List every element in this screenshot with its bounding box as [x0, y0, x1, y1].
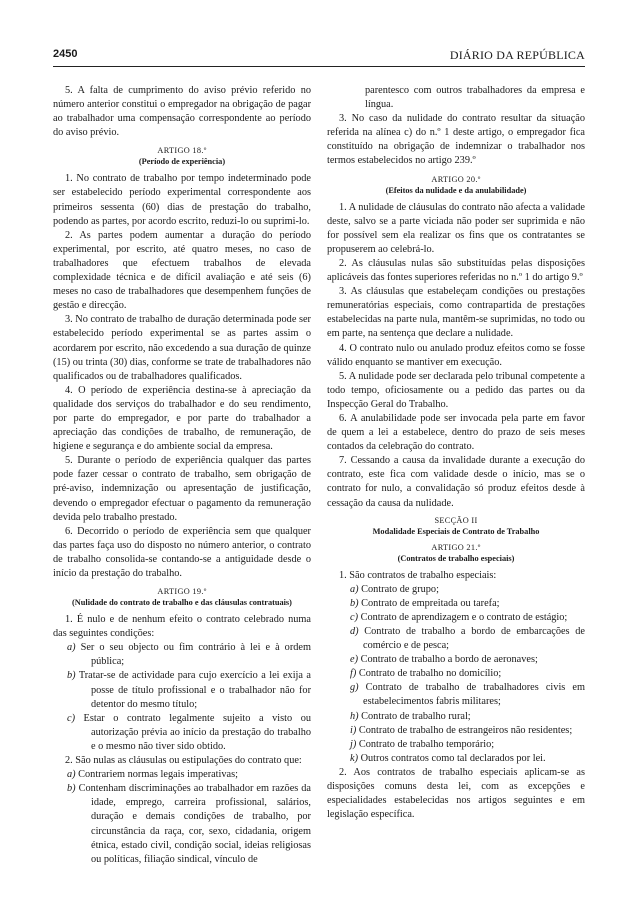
paragraph: 6. A anulabilidade pode ser invocada pela parte em favor de quem a lei a estabelece, dentro do prazo de seis meses contados da celebração do contrato.	[327, 412, 585, 453]
list-item: a) Ser o seu objecto ou fim contrário à lei e à ordem pública;	[67, 642, 311, 668]
list-item: g) Contrato de trabalho de trabalhadores civis em estabelecimentos fabris militares;	[350, 682, 585, 708]
header-rule	[53, 66, 585, 67]
article-19-label: ARTIGO 19.º	[157, 587, 207, 597]
article-20-title: (Efeitos da nulidade e da anulabilidade)	[385, 185, 527, 195]
paragraph: 6. Decorrido o período de experiência sem que qualquer das partes faça uso do disposto no número anterior, o contrato de trabalho consolida-se contando-se a antiguidade desde o início da prestação do trabalho.	[53, 525, 311, 579]
list-item: f) Contrato de trabalho no domicílio;	[350, 668, 502, 680]
paragraph: 1. No contrato de trabalho por tempo indeterminado pode ser estabelecido período experimental correspondente aos primeiros sessenta (60) dias de prestação do trabalho, podendo as partes, por acordo escrito, reduzi-lo ou suprimi-lo.	[53, 173, 311, 227]
paragraph: 7. Cessando a causa da invalidade durante a execução do contrato, este fica com validade desde o início, mas se o contrato for nulo, a convalidação só produz efeitos desde à cessação da causa da nulidade.	[327, 455, 585, 509]
article-18-label: ARTIGO 18.º	[157, 146, 207, 156]
list-item: i) Contrato de trabalho de estrangeiros não residentes;	[350, 724, 573, 736]
article-21-label: ARTIGO 21.º	[431, 542, 481, 552]
list-item: d) Contrato de trabalho a bordo de embarcações de comércio e de pesca;	[350, 626, 585, 652]
paragraph: 5. A falta de cumprimento do aviso prévio referido no número anterior constitui o empregador na obrigação de pagar ao trabalhador uma compensação correspondente ao período do aviso prévio.	[53, 85, 311, 139]
list-item: b) Contenham discriminações ao trabalhador em razões da idade, emprego, carreira profissional, salários, duração e demais condições de trabalho, por circunstância da raça, cor, sexo, cidadania, origem étnica, estado civil, condição social, ideias religiosas ou políticas, filiação sindical, vínculo de	[67, 783, 311, 865]
article-18-title: (Período de experiência)	[138, 157, 226, 167]
article-21-title: (Contratos de trabalho especiais)	[397, 553, 515, 563]
list-item: c) Estar o contrato legalmente sujeito a visto ou autorização prévia ao início da prestação do trabalho e o mesmo não tiver sido obtido.	[67, 712, 311, 752]
list-item: k) Outros contratos como tal declarados por lei.	[350, 752, 546, 764]
page-number: 2450	[53, 48, 78, 60]
list-item: a) Contrariem normas legais imperativas;	[67, 769, 238, 781]
paragraph: 1. A nulidade de cláusulas do contrato não afecta a validade deste, salvo se a parte viciada não poder ser suprimida e não for possível sem ela realizar os fins que os contratantes se propuserem ao celebrá-lo.	[327, 201, 585, 255]
paragraph: 4. O contrato nulo ou anulado produz efeitos como se fosse válido enquanto se mantiver em execução.	[327, 342, 585, 368]
section-2-label: SECÇÃO II	[434, 515, 478, 525]
article-19-title: (Nulidade do contrato de trabalho e das cláusulas contratuais)	[72, 598, 292, 608]
paragraph: 5. Durante o período de experiência qualquer das partes pode fazer cessar o contrato de trabalho, sem obrigação de pré-aviso, indemnização ou apresentação de justificação, devendo o empregador efectuar o pagamento da remuneração devida pelo trabalho prestado.	[53, 455, 311, 523]
section-2-title: Modalidade Especiais de Contrato de Trabalho	[372, 526, 540, 536]
list-item: b) Tratar-se de actividade para cujo exercício a lei exija a posse de título profissional e o trabalhador não for detentor do mesmo título;	[67, 670, 311, 710]
left-column	[53, 84, 311, 867]
paragraph: 4. O período de experiência destina-se à apreciação da qualidade dos serviços do trabalhador e do seu rendimento, por parte do empregador, e por parte do trabalhador a apreciação das condições de trabalho, de remuneração, de higiene e segurança e do ambiente social da empresa.	[53, 384, 311, 453]
paragraph: 2. Aos contratos de trabalho especiais aplicam-se as disposições comuns desta lei, com as excepções e especialidades estabelecidas nos artigos seguintes e em legislação específica.	[327, 766, 585, 821]
article-20-label: ARTIGO 20.º	[431, 174, 481, 184]
list-item: j) Contrato de trabalho temporário;	[350, 738, 495, 750]
right-column	[327, 84, 585, 822]
paragraph: 2. São nulas as cláusulas ou estipulações do contrato que:	[65, 755, 302, 767]
list-item: h) Contrato de trabalho rural;	[350, 710, 471, 722]
list-item: b) Contrato de empreitada ou tarefa;	[350, 597, 500, 609]
list-item: a) Contrato de grupo;	[350, 583, 439, 595]
paragraph: 3. As cláusulas que estabeleçam condições ou prestações remuneratórias especiais, como contrapartida de prestações estabelecidas na parte nula, mantêm-se suprimidas, no todo ou em parte, na sentença que declare a nulidade.	[327, 286, 585, 340]
list-item-continuation: parentesco com outros trabalhadores da empresa e língua.	[365, 85, 585, 111]
paragraph: 3. No caso da nulidade do contrato resultar da situação referida na alínea c) do n.º 1 deste artigo, o empregador fica constituído na obrigação de indemnizar o trabalhador nos termos estabelecidos no artigo 239.º	[327, 113, 585, 167]
paragraph: 1. São contratos de trabalho especiais:	[339, 569, 497, 581]
page-header	[53, 48, 585, 66]
paragraph: 1. É nulo e de nenhum efeito o contrato celebrado numa das seguintes condições:	[53, 614, 311, 640]
paragraph: 2. As cláusulas nulas são substituídas pelas disposições aplicáveis das fontes superiores referidas no n.º 1 do artigo 9.º	[327, 257, 585, 284]
paragraph: 3. No contrato de trabalho de duração determinada pode ser estabelecido período experimental se as partes assim o acordarem por escrito, não excedendo a sua duração de quinze (15) ou trinta (30) dias, conforme se trate de trabalhadores não qualificados ou de trabalhadores qualificados.	[53, 314, 311, 382]
journal-title: DIÁRIO DA REPÚBLICA	[449, 48, 585, 62]
list-item: e) Contrato de trabalho a bordo de aeronaves;	[350, 654, 538, 666]
list-item: c) Contrato de aprendizagem e o contrato de estágio;	[350, 611, 568, 623]
paragraph: 5. A nulidade pode ser declarada pelo tribunal competente a todo tempo, oficiosamente ou a pedido das partes ou da Inspecção Geral do Trabalho.	[327, 370, 585, 410]
paragraph: 2. As partes podem aumentar a duração do período experimental, por escrito, até quatro meses, no caso de trabalhadores que efectuem trabalhos de elevada complexidade técnica e de difícil avaliação e até seis (6) meses no caso de trabalhadores que desempenhem funções de gestão e direcção.	[53, 229, 311, 312]
